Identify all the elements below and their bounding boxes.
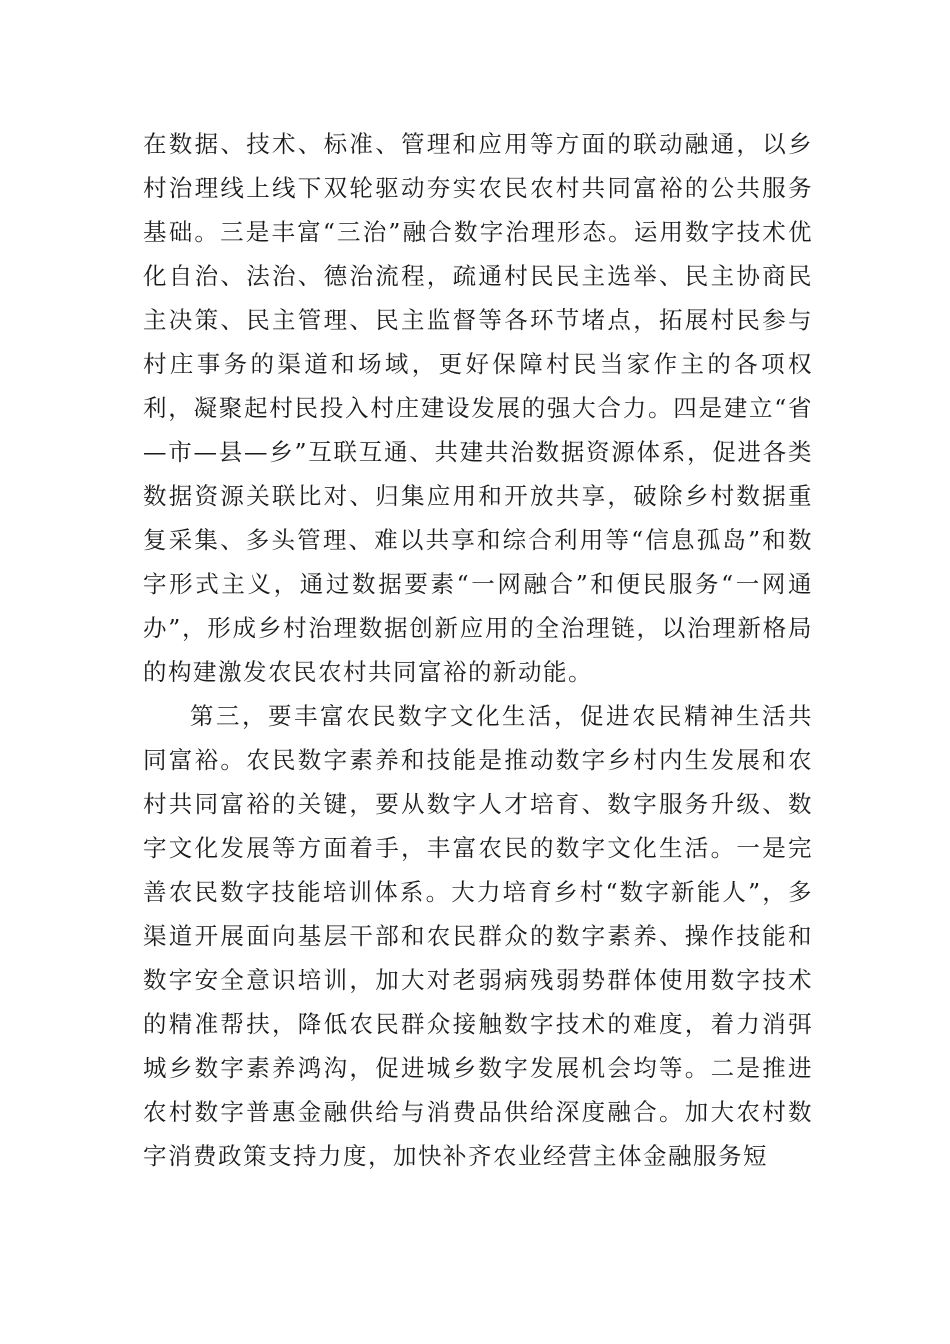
paragraph-third-point: 第三，要丰富农民数字文化生活，促进农民精神生活共同富裕。农民数字素养和技能是推动数字乡村内生发展和农村共同富裕的关键，要从数字人才培育、数字服务升级、数字文化发展等方面着手，丰富农民的数字文化生活。一是完善农民数字技能培训体系。大力培育乡村“数字新能人”，多渠道开展面向基层干部和农民群众的数字素养、操作技能和数字安全意识培训，加大对老弱病残弱势群体使用数字技术的精准帮扶，降低农民群众接触数字技术的难度，着力消弭城乡数字素养鸿沟，促进城乡数字发展机会均等。二是推进农村数字普惠金融供给与消费品供给深度融合。加大农村数字消费政策支持力度，加快补齐农业经营主体金融服务短 — [143, 702, 813, 1170]
paragraph-continuation: 在数据、技术、标准、管理和应用等方面的联动融通，以乡村治理线上线下双轮驱动夯实农民农村共同富裕的公共服务基础。三是丰富“三治”融合数字治理形态。运用数字技术优化自治、法治、德治流程，疏通村民民主选举、民主协商民主决策、民主管理、民主监督等各环节堵点，拓展村民参与村庄事务的渠道和场域，更好保障村民当家作主的各项权利，凝聚起村民投入村庄建设发展的强大合力。四是建立“省—市—县—乡”互联互通、共建共治数据资源体系，促进各类数据资源关联比对、归集应用和开放共享，破除乡村数据重复采集、多头管理、难以共享和综合利用等“信息孤岛”和数字形式主义，通过数据要素“一网融合”和便民服务“一网通办”，形成乡村治理数据创新应用的全治理链，以治理新格局的构建激发农民农村共同富裕的新动能。 — [143, 130, 813, 686]
body-text — [143, 122, 813, 1178]
